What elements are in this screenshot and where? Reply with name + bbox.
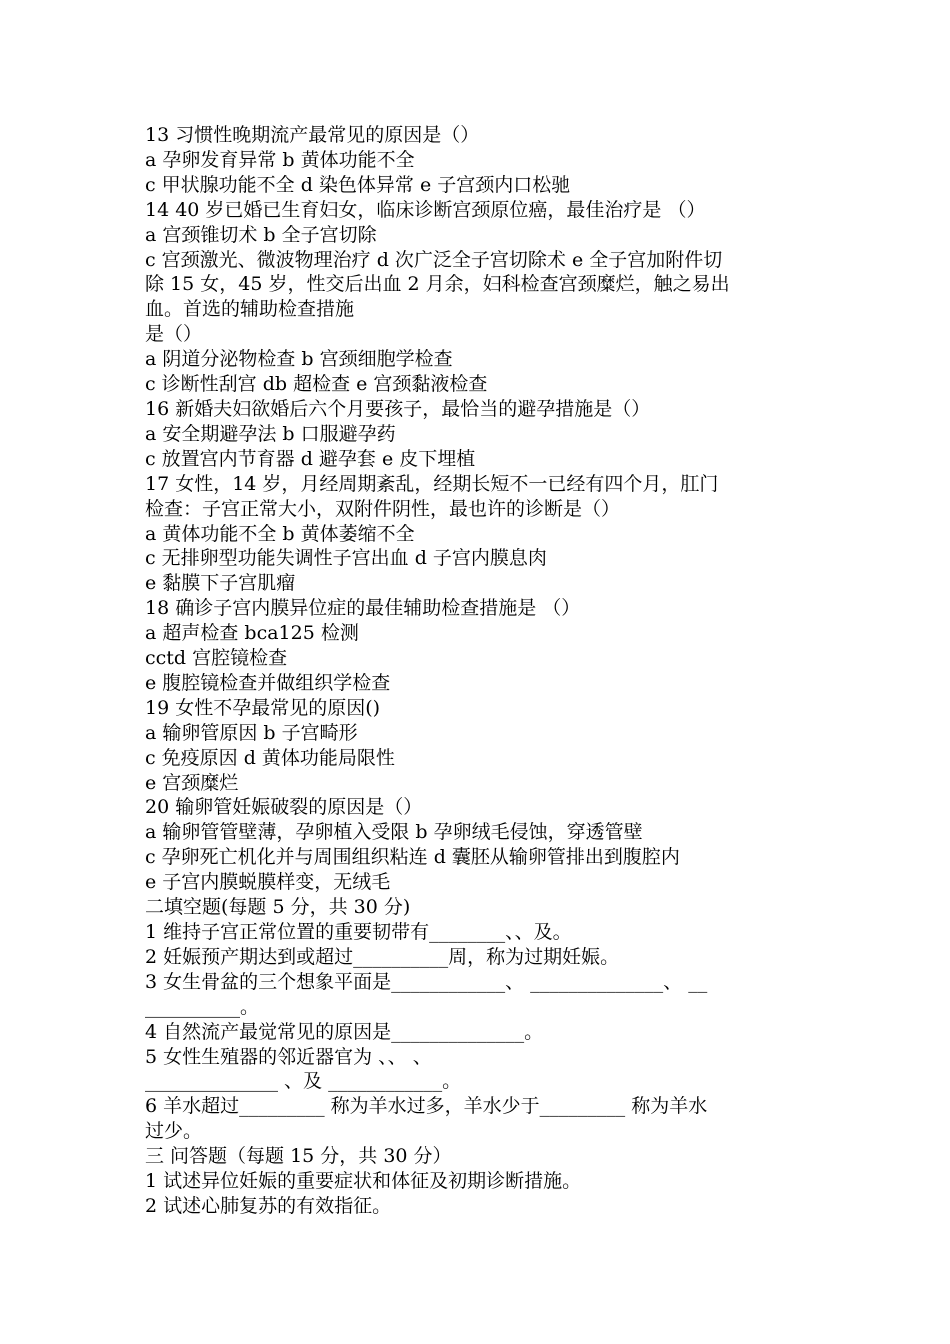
- text-line: 16 新婚夫妇欲婚后六个月要孩子，最恰当的避孕措施是（）: [145, 397, 651, 420]
- text-line: 1 试述异位妊娠的重要症状和体征及初期诊断措施。: [145, 1170, 582, 1193]
- text-line: c 放置宫内节育器 d 避孕套 e 皮下埋植: [145, 447, 476, 470]
- text-line: 是（）: [145, 323, 203, 346]
- text-line: 2 妊娠预产期达到或超过__________周，称为过期妊娠。: [145, 945, 620, 968]
- text-line: 19 女性不孕最常见的原因(): [145, 696, 381, 719]
- text-line: c 孕卵死亡机化并与周围组织粘连 d 囊胚从输卵管排出到腹腔内: [145, 846, 680, 869]
- text-line: a 黄体功能不全 b 黄体萎缩不全: [145, 522, 415, 545]
- text-line: c 无排卵型功能失调性子宫出血 d 子宫内膜息肉: [145, 547, 547, 570]
- text-line: 17 女性，14 岁，月经周期紊乱，经期长短不一已经有四个月，肛门: [145, 472, 719, 495]
- document-text: [145, 123, 810, 1219]
- text-line: 3 女生骨盆的三个想象平面是____________、 ______________、 __: [145, 970, 708, 993]
- text-line: 4 自然流产最觉常见的原因是______________。: [145, 1020, 544, 1043]
- text-line: e 黏膜下子宫肌瘤: [145, 572, 296, 595]
- text-line: 13 习惯性晚期流产最常见的原因是（）: [145, 124, 480, 146]
- text-line: a 阴道分泌物检查 b 宫颈细胞学检查: [145, 348, 453, 371]
- text-line: e 腹腔镜检查并做组织学检查: [145, 671, 391, 694]
- text-line: 三 问答题（每题 15 分，共 30 分）: [145, 1145, 452, 1168]
- text-line: 6 羊水超过_________ 称为羊水过多，羊水少于_________ 称为羊水: [145, 1095, 708, 1118]
- text-line: c 宫颈激光、微波物理治疗 d 次广泛全子宫切除术 e 全子宫加附件切: [145, 248, 723, 271]
- text-line: a 孕卵发育异常 b 黄体功能不全: [145, 148, 415, 171]
- text-line: a 宫颈锥切术 b 全子宫切除: [145, 223, 377, 246]
- text-line: a 安全期避孕法 b 口服避孕药: [145, 422, 396, 445]
- text-line: a 输卵管管壁薄，孕卵植入受限 b 孕卵绒毛侵蚀，穿透管壁: [145, 821, 643, 844]
- text-line: c 诊断性刮宫 db 超检查 e 宫颈黏液检查: [145, 373, 488, 396]
- text-line: __________。: [145, 995, 260, 1018]
- text-line: c 免疫原因 d 黄体功能局限性: [145, 746, 395, 769]
- text-line: 20 输卵管妊娠破裂的原因是（）: [145, 796, 423, 819]
- text-line: ______________ 、及 ____________。: [145, 1070, 462, 1093]
- text-line: e 宫颈糜烂: [145, 771, 239, 794]
- text-line: 过少。: [145, 1120, 203, 1143]
- text-line: 除 15 女，45 岁，性交后出血 2 月余，妇科检查宫颈糜烂，触之易出: [145, 273, 730, 296]
- text-line: 二填空题(每题 5 分，共 30 分): [145, 896, 411, 919]
- text-line: cctd 宫腔镜检查: [145, 647, 288, 670]
- text-line: 血。首选的辅助检查措施: [145, 298, 355, 321]
- text-line: 14 40 岁已婚已生育妇女，临床诊断宫颈原位癌，最佳治疗是 （）: [145, 198, 706, 221]
- text-line: 18 确诊子宫内膜异位症的最佳辅助检查措施是 （）: [145, 597, 581, 620]
- text-line: 2 试述心肺复苏的有效指征。: [145, 1194, 392, 1217]
- text-line: 1 维持子宫正常位置的重要韧带有________、、及。: [145, 921, 572, 943]
- text-line: e 子宫内膜蜕膜样变，无绒毛: [145, 871, 391, 894]
- text-line: a 输卵管原因 b 子宫畸形: [145, 721, 358, 744]
- text-line: c 甲状腺功能不全 d 染色体异常 e 子宫颈内口松驰: [145, 173, 571, 196]
- text-line: 检查：子宫正常大小，双附件阴性，最也许的诊断是（）: [145, 497, 621, 520]
- text-line: a 超声检查 bca125 检测: [145, 622, 359, 645]
- text-line: 5 女性生殖器的邻近器官为 、、 、: [145, 1045, 432, 1068]
